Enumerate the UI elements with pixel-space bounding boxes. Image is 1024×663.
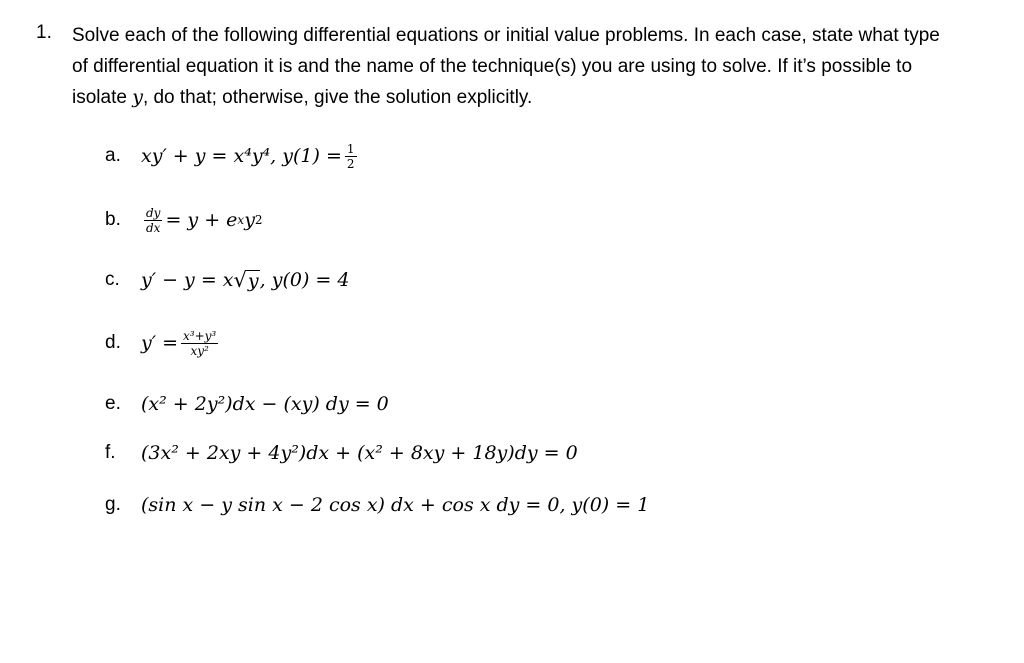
part-c-lhs: y′ − y = x [141, 269, 234, 291]
part-d-equation [141, 329, 221, 358]
part-c-label: c. [105, 269, 120, 290]
instructions-line-3-end: , do that; otherwise, give the solution explicitly. [142, 87, 533, 108]
part-a-equation [141, 142, 360, 171]
part-a-fraction [345, 142, 357, 171]
part-e-equation: (x² + 2y²)dx − (xy) dy = 0 [141, 393, 389, 415]
instructions-line-2: of differential equation it is and the name of the technique(s) you are using to solve. If it’s possible to [72, 56, 913, 77]
part-a-frac-num: 1 [346, 141, 355, 156]
instructions-line-1: Solve each of the following differential equations or initial value problems. In each case, state what type [72, 25, 940, 46]
part-d-frac-num: x³+y³ [183, 328, 217, 343]
part-g [105, 488, 649, 522]
part-a-equation-text: xy′ + y = x⁴y⁴, y(1) = [141, 145, 342, 167]
part-f [105, 436, 578, 470]
part-e [105, 387, 389, 421]
part-c [105, 263, 349, 297]
part-b-rhs2: y [244, 209, 255, 231]
part-b-rhs: = y + e [165, 209, 238, 231]
part-b-exp: x [237, 213, 245, 227]
part-a-label: a. [105, 145, 121, 166]
variable-y: y [132, 86, 143, 108]
part-b-equation: $\frac{dy}{dx}$ = y + e x y 2 [146, 205, 263, 235]
problem-number: 1. [36, 22, 52, 43]
part-a [105, 139, 360, 173]
part-d [105, 326, 221, 360]
part-d-label: d. [105, 332, 121, 353]
part-e-label: e. [105, 393, 121, 414]
part-b-fraction [144, 206, 162, 235]
instructions-line-3 [72, 82, 1002, 113]
part-f-equation: (3x² + 2xy + 4y²)dx + (x² + 8xy + 18y)dy = 0 [141, 442, 578, 464]
problem-instructions [72, 20, 1002, 113]
part-c-equation [141, 269, 349, 291]
part-b-frac-den: dx [146, 220, 161, 235]
part-d-frac-den: xy² [190, 343, 209, 358]
part-d-lhs: y′ = [141, 332, 179, 354]
part-g-equation: (sin x − y sin x − 2 cos x) dx + cos x dy = 0, y(0) = 1 [141, 494, 650, 516]
part-b [105, 203, 263, 237]
part-b-label: b. [105, 209, 121, 230]
part-c-rest: , y(0) = 4 [259, 269, 350, 291]
part-c-radicand: y [247, 269, 259, 292]
part-g-label: g. [105, 494, 121, 515]
part-d-fraction [181, 329, 218, 358]
part-f-label: f. [105, 442, 116, 463]
part-a-frac-den: 2 [346, 156, 355, 171]
instructions-line-3-start: isolate [72, 87, 133, 108]
sqrt-symbol: √ y [233, 267, 259, 292]
part-b-frac-num: dy [146, 205, 161, 220]
